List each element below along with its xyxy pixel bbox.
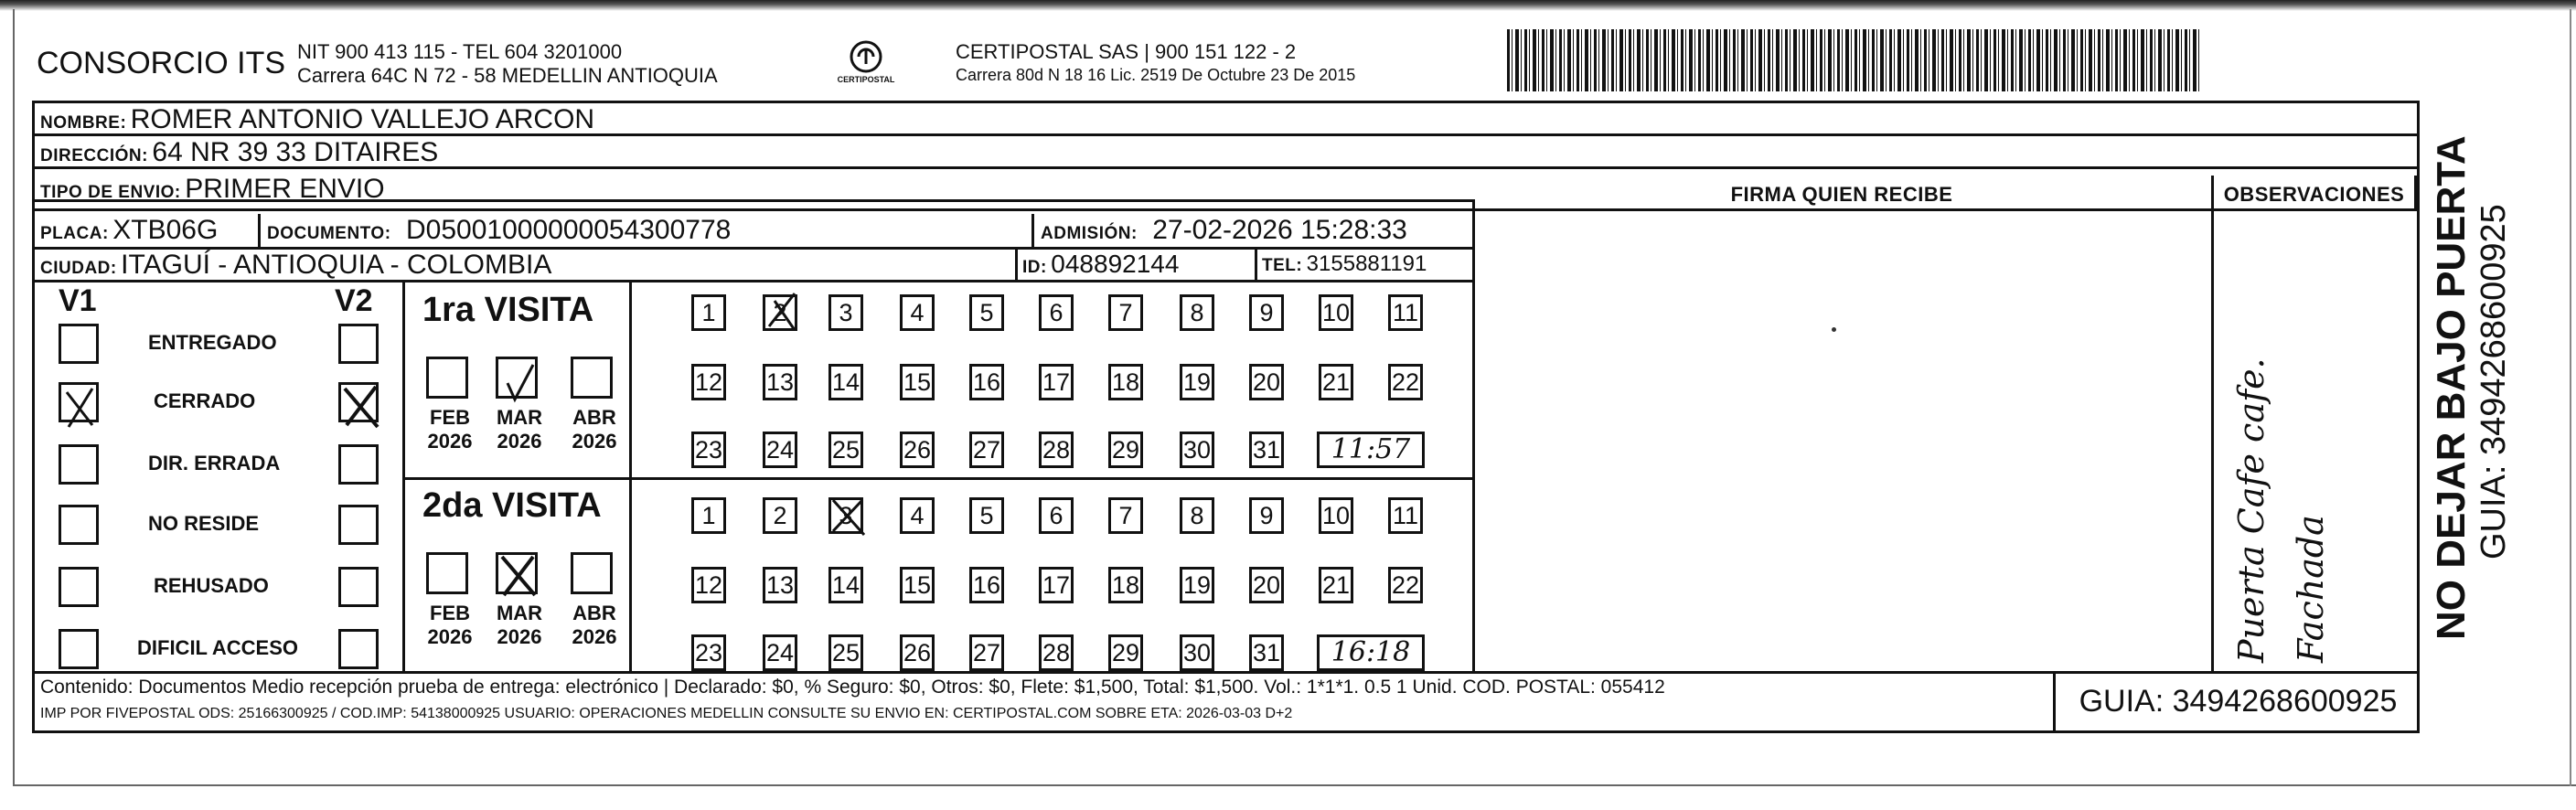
year-label: 2026 (427, 430, 473, 453)
day-number: 16 (972, 571, 1001, 599)
year-label: 2026 (572, 625, 617, 648)
second-visit-day[interactable] (969, 567, 1004, 603)
year-label: 2026 (497, 430, 542, 453)
ciudad-value: ITAGUÍ - ANTIOQUIA - COLOMBIA (121, 250, 552, 280)
month-label: MAR (496, 406, 543, 429)
day-number: 23 (694, 639, 723, 666)
v1-checkbox[interactable] (59, 444, 99, 485)
v2-heading: V2 (335, 283, 373, 318)
signature-dot (1832, 327, 1836, 332)
day-number: 8 (1190, 299, 1204, 326)
day-number: 10 (1321, 299, 1351, 326)
day-number: 4 (910, 502, 925, 529)
footer-imp: IMP POR FIVEPOSTAL ODS: 25166300925 / COD.IMP: 54138000925 USUARIO: OPERACIONES MEDELLIN CONSULTE SU ENVIO EN: CERTIPOSTAL.COM SOBRE ETA: 2026-03-03 D+2 (40, 706, 1293, 721)
v2-checkbox[interactable] (338, 505, 379, 545)
day-number: 11 (1392, 502, 1419, 529)
direccion-label: DIRECCIÓN: (40, 146, 148, 165)
second-visit-day[interactable] (1180, 567, 1214, 603)
documento-value: D05001000000054300778 (406, 215, 732, 245)
first-visit-day[interactable] (1108, 364, 1143, 400)
day-number: 12 (694, 368, 723, 396)
direccion-row (40, 137, 438, 168)
second-visit-day[interactable] (763, 634, 797, 671)
nombre-label: NOMBRE: (40, 113, 127, 133)
day-number: 20 (1252, 368, 1281, 396)
observaciones-header: OBSERVACIONES (2223, 183, 2405, 206)
second-visit-day[interactable] (1319, 497, 1353, 534)
day-number: 28 (1042, 639, 1071, 666)
col-line (2211, 176, 2214, 671)
day-number: 13 (765, 368, 795, 396)
first-visit-month-checkbox[interactable] (496, 357, 538, 399)
day-number: 5 (979, 502, 994, 529)
col-line (2053, 671, 2056, 733)
first-visit-day[interactable] (1249, 364, 1284, 400)
documento-label: DOCUMENTO: (267, 224, 391, 243)
second-visit-day[interactable] (691, 567, 726, 603)
col-line (2414, 176, 2417, 208)
col-line (629, 280, 632, 671)
month-label: MAR (496, 602, 543, 624)
second-visit-month-checkbox[interactable] (571, 552, 613, 594)
ciudad-label: CIUDAD: (40, 259, 117, 278)
second-visit-day[interactable] (900, 634, 935, 671)
first-visit-day[interactable] (1039, 432, 1074, 468)
ciudad-row (40, 250, 551, 281)
second-visit-day[interactable] (828, 634, 863, 671)
first-visit-day[interactable] (900, 364, 935, 400)
day-number: 31 (1252, 436, 1281, 464)
first-visit-day[interactable] (969, 364, 1004, 400)
day-number: 21 (1321, 368, 1351, 396)
day-number: 28 (1042, 436, 1071, 464)
v1-checkbox[interactable] (59, 324, 99, 364)
second-visit-title: 2da VISITA (422, 486, 602, 525)
first-visit-day[interactable] (1039, 294, 1074, 331)
first-visit-day[interactable] (828, 432, 863, 468)
first-visit-day[interactable] (828, 364, 863, 400)
day-number: 13 (765, 571, 795, 599)
second-visit-month-checkbox[interactable] (426, 552, 468, 594)
company-nit: NIT 900 413 115 - TEL 604 3201000 (297, 40, 623, 63)
first-visit-time[interactable]: 11:57 (1317, 432, 1425, 468)
barcode (1507, 29, 2202, 91)
second-visit-day[interactable] (691, 634, 726, 671)
day-number: 23 (694, 436, 723, 464)
year-label: 2026 (427, 625, 473, 648)
direccion-value: 64 NR 39 33 DITAIRES (152, 137, 439, 167)
col-line (1031, 214, 1034, 247)
first-visit-day[interactable] (691, 294, 726, 331)
tel-label: TEL: (1262, 256, 1303, 275)
first-visit-day[interactable] (691, 432, 726, 468)
day-number: 11 (1392, 299, 1419, 326)
admision-label: ADMISIÓN: (1041, 224, 1138, 243)
year-label: 2026 (497, 625, 542, 648)
first-visit-month-checkbox[interactable] (571, 357, 613, 399)
side-guia: GUIA: 3494268600925 (2474, 204, 2513, 560)
day-number: 14 (831, 571, 860, 599)
tel-row (1262, 251, 1427, 277)
day-number: 7 (1118, 299, 1133, 326)
day-number: 30 (1182, 639, 1212, 666)
first-visit-day[interactable] (1319, 294, 1353, 331)
observation-handwriting-2: Fachada (2291, 515, 2331, 663)
tipo-envio-label: TIPO DE ENVIO: (40, 183, 181, 202)
second-visit-day[interactable] (1249, 497, 1284, 534)
first-visit-title: 1ra VISITA (422, 291, 594, 329)
day-number: 3 (839, 299, 853, 326)
v1-checkbox[interactable] (59, 382, 99, 422)
v1-checkbox[interactable] (59, 567, 99, 607)
first-visit-day[interactable] (763, 432, 797, 468)
second-visit-day[interactable] (691, 497, 726, 534)
id-row (1022, 250, 1179, 279)
company-address: Carrera 64C N 72 - 58 MEDELLIN ANTIOQUIA (297, 64, 718, 87)
day-number: 1 (701, 502, 716, 529)
day-number: 15 (903, 571, 932, 599)
second-visit-day[interactable] (1319, 567, 1353, 603)
first-visit-day[interactable] (1108, 294, 1143, 331)
day-number: 20 (1252, 571, 1281, 599)
day-number: 25 (831, 436, 860, 464)
first-visit-day[interactable] (1039, 364, 1074, 400)
second-visit-day[interactable] (1039, 567, 1074, 603)
day-number: 16 (972, 368, 1001, 396)
second-visit-day[interactable] (763, 567, 797, 603)
no-dejar-warning: NO DEJAR BAJO PUERTA (2429, 135, 2474, 640)
day-number: 4 (910, 299, 925, 326)
second-visit-day[interactable] (1249, 567, 1284, 603)
day-number: 17 (1042, 571, 1071, 599)
day-number: 30 (1182, 436, 1212, 464)
first-visit-day[interactable] (691, 364, 726, 400)
v1-checkbox[interactable] (59, 505, 99, 545)
tel-value: 3155881191 (1306, 251, 1427, 276)
status-label: REHUSADO (154, 574, 269, 597)
nombre-value: ROMER ANTONIO VALLEJO ARCON (130, 104, 595, 134)
second-visit-day[interactable] (1249, 634, 1284, 671)
row-line (32, 671, 2420, 674)
day-number: 17 (1042, 368, 1071, 396)
status-label: CERRADO (154, 389, 256, 412)
month-label: ABR (572, 602, 616, 624)
second-visit-day[interactable] (828, 497, 863, 534)
v1-heading: V1 (59, 283, 97, 318)
day-number: 22 (1391, 368, 1420, 396)
row-line (32, 208, 2420, 211)
v2-checkbox[interactable] (338, 567, 379, 607)
v2-checkbox[interactable] (338, 324, 379, 364)
first-visit-day[interactable] (969, 294, 1004, 331)
day-number: 3 (839, 502, 853, 529)
status-label: NO RESIDE (148, 512, 260, 535)
second-visit-day[interactable] (1388, 567, 1423, 603)
id-value: 048892144 (1051, 250, 1180, 278)
day-number: 10 (1321, 502, 1351, 529)
day-number: 21 (1321, 571, 1351, 599)
day-number: 14 (831, 368, 860, 396)
second-visit-day[interactable] (1039, 497, 1074, 534)
second-visit-day[interactable] (969, 497, 1004, 534)
day-number: 22 (1391, 571, 1420, 599)
col-line (1015, 247, 1018, 280)
documento-row (267, 215, 731, 246)
logo-label: CERTIPOSTAL (837, 75, 895, 84)
day-number: 26 (903, 436, 932, 464)
status-label: ENTREGADO (148, 331, 277, 354)
second-visit-day[interactable] (828, 567, 863, 603)
first-visit-day[interactable] (1108, 432, 1143, 468)
col-line (258, 214, 261, 247)
company-name: CONSORCIO ITS (37, 46, 286, 80)
col-line (1255, 247, 1257, 280)
second-visit-day[interactable] (1108, 567, 1143, 603)
month-label: FEB (430, 602, 470, 624)
admision-value: 27-02-2026 15:28:33 (1152, 215, 1407, 245)
day-number: 24 (765, 436, 795, 464)
first-visit-day[interactable] (1319, 364, 1353, 400)
placa-value: XTB06G (112, 215, 219, 245)
day-number: 31 (1252, 639, 1281, 666)
tipo-envio-value: PRIMER ENVIO (185, 174, 385, 204)
day-number: 19 (1182, 571, 1212, 599)
status-label: DIR. ERRADA (148, 452, 281, 474)
second-visit-day[interactable] (763, 497, 797, 534)
second-visit-day[interactable] (1180, 497, 1214, 534)
nombre-row (40, 104, 594, 135)
day-number: 29 (1111, 436, 1140, 464)
first-visit-day[interactable] (969, 432, 1004, 468)
first-visit-day[interactable] (900, 294, 935, 331)
month-label: FEB (430, 406, 470, 429)
first-visit-month-checkbox[interactable] (426, 357, 468, 399)
year-label: 2026 (572, 430, 617, 453)
month-label: ABR (572, 406, 616, 429)
day-number: 1 (701, 299, 716, 326)
footer-guia: GUIA: 3494268600925 (2079, 684, 2398, 719)
second-visit-day[interactable] (1108, 634, 1143, 671)
first-visit-day[interactable] (1249, 294, 1284, 331)
tipo-envio-row (40, 174, 385, 205)
day-number: 9 (1259, 502, 1274, 529)
day-number: 27 (972, 639, 1001, 666)
second-visit-day[interactable] (900, 497, 935, 534)
second-visit-day[interactable] (1180, 634, 1214, 671)
id-label: ID: (1022, 258, 1047, 277)
first-visit-day[interactable] (828, 294, 863, 331)
day-number: 15 (903, 368, 932, 396)
day-number: 26 (903, 639, 932, 666)
scan-edge-top (0, 0, 2576, 11)
certipostal-logo (837, 37, 895, 93)
day-number: 9 (1259, 299, 1274, 326)
day-number: 2 (773, 502, 787, 529)
admision-row (1041, 215, 1407, 246)
status-label: DIFICIL ACCESO (137, 636, 299, 659)
first-visit-day[interactable] (1388, 294, 1423, 331)
day-number: 6 (1049, 502, 1064, 529)
scan-edge-bottom (13, 784, 2576, 786)
second-visit-day[interactable] (1039, 634, 1074, 671)
first-visit-day[interactable] (763, 294, 797, 331)
first-visit-day[interactable] (1388, 364, 1423, 400)
scan-edge-right (2570, 9, 2571, 786)
first-visit-day[interactable] (763, 364, 797, 400)
v2-checkbox[interactable] (338, 629, 379, 669)
v2-checkbox[interactable] (338, 444, 379, 485)
first-visit-day[interactable] (1249, 432, 1284, 468)
col-line (402, 280, 405, 671)
first-visit-day[interactable] (1180, 294, 1214, 331)
second-visit-day[interactable] (1388, 497, 1423, 534)
day-number: 8 (1190, 502, 1204, 529)
first-visit-day[interactable] (900, 432, 935, 468)
day-number: 24 (765, 639, 795, 666)
day-number: 29 (1111, 639, 1140, 666)
day-number: 7 (1118, 502, 1133, 529)
second-visit-day[interactable] (969, 634, 1004, 671)
day-number: 2 (773, 299, 787, 326)
second-visit-day[interactable] (1108, 497, 1143, 534)
col-line (1472, 199, 1475, 671)
second-visit-time[interactable]: 16:18 (1317, 634, 1425, 671)
v2-checkbox[interactable] (338, 382, 379, 422)
day-number: 12 (694, 571, 723, 599)
firma-header: FIRMA QUIEN RECIBE (1730, 183, 1953, 206)
day-number: 5 (979, 299, 994, 326)
day-number: 6 (1049, 299, 1064, 326)
v1-checkbox[interactable] (59, 629, 99, 669)
day-number: 19 (1182, 368, 1212, 396)
footer-content: Contenido: Documentos Medio recepción prueba de entrega: electrónico | Declarado: $0, % Seguro: $0, Otros: $0, Flete: $1,500, Total: $1,500. Vol.: 1*1*1. 0.5 1 Unid. COD. POSTAL: 055412 (40, 677, 1665, 698)
scan-edge-left (13, 9, 15, 786)
second-visit-day[interactable] (900, 567, 935, 603)
day-number: 18 (1111, 571, 1140, 599)
day-number: 25 (831, 639, 860, 666)
first-visit-day[interactable] (1180, 432, 1214, 468)
certipostal-nit: CERTIPOSTAL SAS | 900 151 122 - 2 (956, 40, 1297, 63)
day-number: 18 (1111, 368, 1140, 396)
placa-label: PLACA: (40, 224, 109, 243)
observation-handwriting-1: Puerta Cafe cafe. (2231, 357, 2271, 663)
first-visit-day[interactable] (1180, 364, 1214, 400)
second-visit-month-checkbox[interactable] (496, 552, 538, 594)
certipostal-address: Carrera 80d N 18 16 Lic. 2519 De Octubre 23 De 2015 (956, 66, 1356, 84)
row-line (402, 477, 1475, 480)
day-number: 27 (972, 436, 1001, 464)
placa-row (40, 215, 218, 246)
